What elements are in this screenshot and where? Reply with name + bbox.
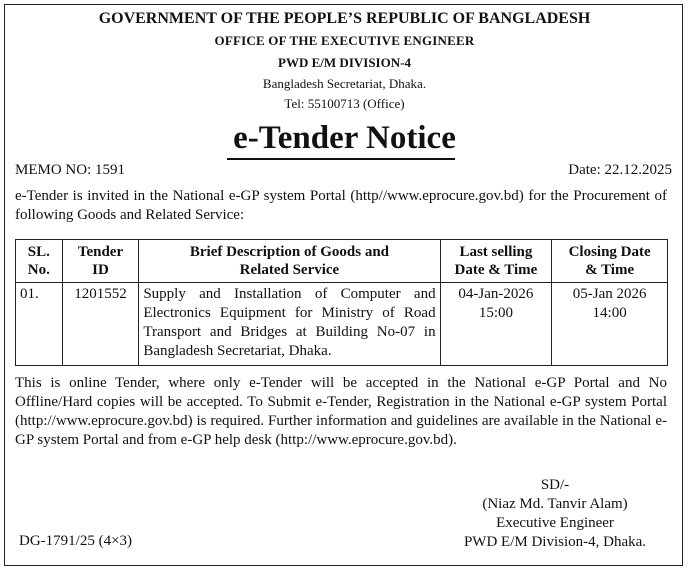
header-closing-line1: Closing Date <box>568 244 651 260</box>
header-closing-line2: & Time <box>585 262 635 278</box>
header-telephone: Tel: 55100713 (Office) <box>284 96 405 111</box>
signature-designation: Executive Engineer <box>496 515 614 531</box>
cell-sl: 01. <box>16 283 63 366</box>
table-row <box>16 283 668 366</box>
cell-closing-time: 14:00 <box>592 305 627 321</box>
cell-last-selling-time: 15:00 <box>478 305 513 321</box>
cell-closing-date: 05-Jan 2026 <box>572 286 647 302</box>
header-description <box>139 240 440 283</box>
header-last-selling <box>440 240 552 283</box>
memo-number: MEMO NO: 1591 <box>15 162 126 178</box>
header-tender-id-line2: ID <box>92 262 109 278</box>
cell-tender-id: 1201552 <box>62 283 139 366</box>
header-office: OFFICE OF THE EXECUTIVE ENGINEER <box>214 33 475 48</box>
header-sl <box>16 240 63 283</box>
cell-last-selling <box>440 283 552 366</box>
notice-date: Date: 22.12.2025 <box>568 162 672 178</box>
intro-paragraph: e-Tender is invited in the National e-GP system Portal (http//www.eprocure.gov.bd) for the Procurement of following Goods and Related Service: <box>15 188 667 223</box>
header-division: PWD E/M DIVISION-4 <box>278 55 411 70</box>
header-tender-id-line1: Tender <box>77 244 124 260</box>
cell-closing <box>552 283 668 366</box>
cell-description: Supply and Installation of Computer and Electronics Equipment for Ministry of Road Transport and Bridges at Building No-07 in Bangladesh Secretariat, Dhaka. <box>139 283 440 366</box>
header-last-selling-line2: Date & Time <box>454 262 538 278</box>
header-government: GOVERNMENT OF THE PEOPLE’S REPUBLIC OF BANGLADESH <box>98 10 591 27</box>
notice-title: e-Tender Notice <box>233 120 456 156</box>
header-description-line2: Related Service <box>239 262 340 278</box>
tender-table <box>15 239 668 366</box>
header-description-line1: Brief Description of Goods and <box>189 244 390 260</box>
cell-last-selling-date: 04-Jan-2026 <box>458 286 534 302</box>
header-closing <box>552 240 668 283</box>
title-underline <box>227 158 455 160</box>
header-sl-line2: No. <box>27 262 50 278</box>
table-header-row <box>16 240 668 283</box>
header-last-selling-line1: Last selling <box>459 244 533 260</box>
header-tender-id <box>62 240 139 283</box>
signature-sd: SD/- <box>540 477 570 493</box>
instructions-paragraph: This is online Tender, where only e-Tender will be accepted in the National e-GP Portal and No Offline/Hard copies will be accepted. To Submit e-Tender, Registration in the National e-GP system Portal (http://www.eprocure.gov.bd) is required. Further information and guidelines are available in the National e-GP system Portal and from e-GP help desk (http://www.eprocure.gov.bd). <box>15 375 667 448</box>
header-address: Bangladesh Secretariat, Dhaka. <box>262 76 427 91</box>
signature-name: (Niaz Md. Tanvir Alam) <box>482 496 628 512</box>
signature-office: PWD E/M Division-4, Dhaka. <box>463 534 647 550</box>
header-sl-line1: SL. <box>27 244 50 260</box>
dg-reference: DG-1791/25 (4×3) <box>19 533 133 549</box>
